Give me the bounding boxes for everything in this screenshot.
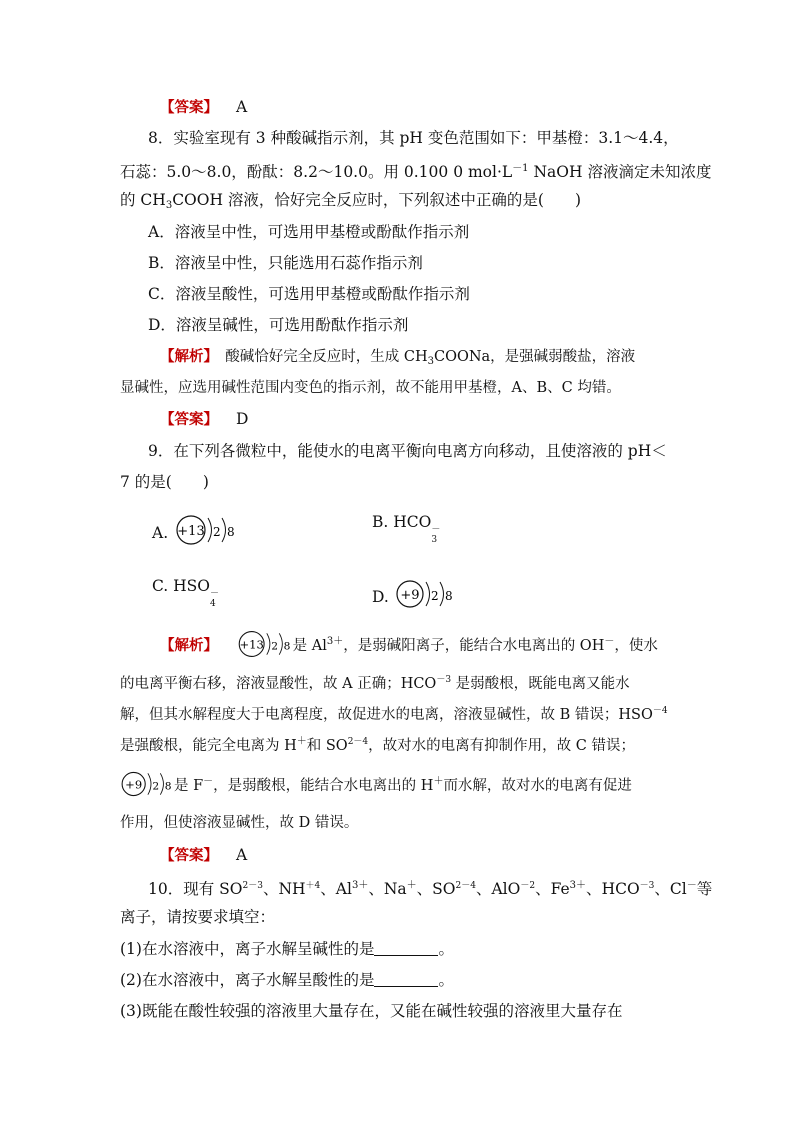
q10-sub3: (3)既能在酸性较强的溶液里大量存在，又能在碱性较强的溶液里大量存在 — [120, 1002, 623, 1020]
q10-stem-line1: 10．现有 $SO^{2-3}$、$NH^{+4}$、$Al^{3+}$、Na＋、$SO^{2-4}$、AlO$^{-2}$、$Fe^{3+}$、$HCO^{-3}$、Cl－等 — [148, 880, 713, 898]
answer-value: A — [236, 98, 248, 116]
q8-option-d: D．溶液呈碱性，可选用酚酞作指示剂 — [148, 316, 409, 334]
q8-stem-line3: 的 $CH_3COOH$ 溶液，恰好完全反应时，下列叙述中正确的是( ) — [120, 191, 582, 211]
q9-option-a: A. +13 2 8 — [152, 512, 237, 548]
q8-answer-line — [160, 409, 248, 430]
q8-analysis-line1: 【解析】 酸碱恰好完全反应时，生成 $CH_3COONa$，是强碱弱酸盐，溶液 — [160, 349, 636, 367]
svg-text:+9: +9 — [125, 777, 143, 792]
q9-stem-line1: 9．在下列各微粒中，能使水的电离平衡向电离方向移动，且使溶液的 pH＜ — [148, 442, 667, 460]
q8-option-b: B．溶液呈中性，只能选用石蕊作指示剂 — [148, 254, 423, 272]
answer-blank[interactable] — [374, 972, 438, 987]
q7-answer-line — [160, 97, 247, 118]
q9-analysis-line3: 解，但其水解程度大于电离程度，故促进水的电离，溶液显碱性，故 B 错误；$HSO^{-4}$ — [120, 706, 668, 723]
svg-text:8: 8 — [283, 639, 291, 653]
q9-analysis-line1: 【解析】 +13 2 8 是 $Al^{3+}$，是弱碱阳离子，能结合水电离出的 OH－，使水 — [160, 628, 658, 660]
q9-analysis-line4: 是强酸根，能完全电离为 H＋和 $SO^{2-4}$，故对水的电离有抑制作用，故 C 错误； — [120, 736, 635, 754]
svg-text:2: 2 — [152, 779, 160, 793]
answer-label: 【答案】 — [160, 412, 218, 428]
svg-text:2: 2 — [430, 589, 439, 603]
answer-value: A — [236, 846, 248, 864]
svg-text:+13: +13 — [177, 524, 205, 539]
answer-blank[interactable] — [374, 941, 438, 956]
q9-analysis-line6: 作用，但使溶液显碱性，故 D 错误。 — [120, 815, 359, 831]
q8-option-c: C．溶液呈酸性，可选用甲基橙或酚酞作指示剂 — [148, 285, 470, 303]
svg-text:2: 2 — [213, 525, 221, 539]
fluorine-atom-diagram — [120, 768, 174, 800]
svg-text:8: 8 — [444, 589, 453, 603]
analysis-label: 【解析】 — [160, 349, 211, 365]
svg-text:8: 8 — [164, 779, 172, 793]
answer-label: 【答案】 — [160, 100, 218, 116]
q9-analysis-line5: +9 2 8 是 F－，是弱酸根，能结合水电离出的 H＋而水解，故对水的电离有促进 — [120, 768, 632, 800]
aluminum-atom-diagram — [237, 628, 293, 660]
aluminum-atom-diagram — [175, 512, 237, 548]
svg-text:8: 8 — [227, 525, 235, 539]
q9-analysis-line2: 的电离平衡右移，溶液显酸性，故 A 正确；$HCO^{-3}$ 是弱酸根，既能电离又能水 — [120, 675, 630, 692]
answer-label: 【答案】 — [160, 848, 218, 864]
q8-analysis-line2: 显碱性，应选用碱性范围内变色的指示剂，故不能用甲基橙，A、B、C 均错。 — [120, 380, 621, 396]
q8-stem-line2: 石蕊：5.0～8.0，酚酞：8.2～10.0。用 0.100 0 $mol\cdot L^{-1}$ NaOH 溶液滴定未知浓度 — [120, 163, 712, 181]
svg-text:2: 2 — [270, 639, 278, 653]
q9-stem-line2: 7 的是( ) — [120, 473, 209, 491]
q10-sub1: (1)在水溶液中，离子水解呈碱性的是 。 — [120, 940, 454, 958]
q9-option-c: C. HSO － 4 — [152, 577, 220, 609]
fluorine-atom-diagram — [396, 576, 454, 612]
q8-option-a: A．溶液呈中性，可选用甲基橙或酚酞作指示剂 — [148, 223, 470, 241]
answer-value: D — [236, 410, 249, 428]
q8-stem-line1: 8．实验室现有 3 种酸碱指示剂，其 pH 变色范围如下：甲基橙：3.1～4.4， — [148, 129, 679, 147]
analysis-label: 【解析】 — [160, 638, 218, 654]
q9-option-d: D. +9 2 8 — [372, 576, 454, 612]
svg-text:+9: +9 — [400, 588, 420, 603]
q9-option-b: B. HCO － 3 — [372, 513, 441, 545]
q10-sub2: (2)在水溶液中，离子水解呈酸性的是 。 — [120, 971, 454, 989]
q10-stem-line2: 离子，请按要求填空： — [120, 908, 276, 926]
q9-answer-line — [160, 845, 247, 866]
svg-text:+13: +13 — [239, 637, 264, 652]
